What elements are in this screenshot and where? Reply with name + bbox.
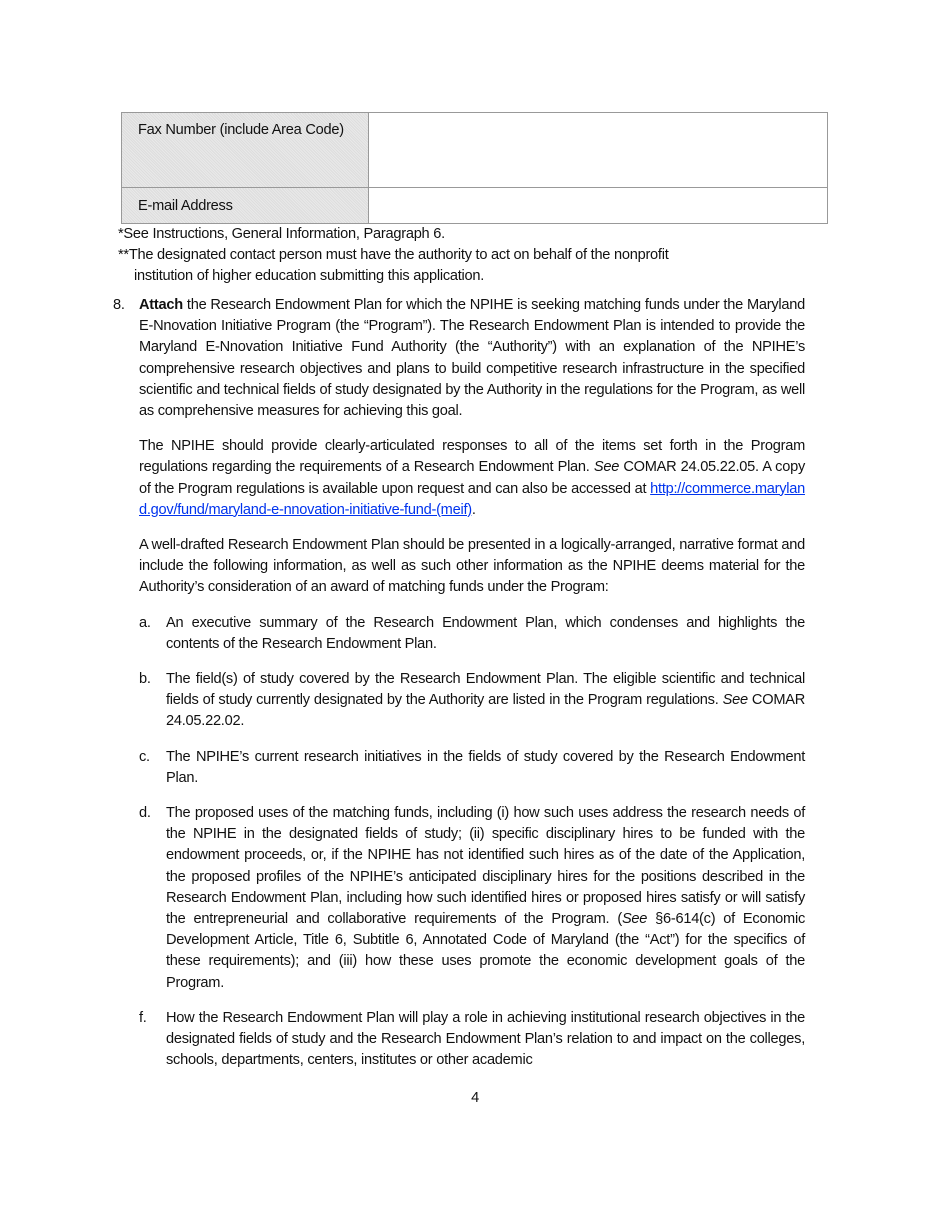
p2-text: The NPIHE should provide clearly-articulated responses to all of the items set forth in the Program regulations regarding the requirements of a Research Endowment Plan. [139,438,805,476]
list-letter: f. [139,1009,147,1026]
attach-bold: Attach [139,297,183,313]
list-text [166,803,805,994]
p1-text: the Research Endowment Plan for which the NPIHE is seeking matching funds under the Maryland E-Nnovation Initiative Program (the “Program”). The Research Endowment Plan is intended to provide the Maryland E-Nnovation Initiative Fund Authority (the “Authority”) with an explanation of the NPIHE’s comprehensive research objectives and plans to build competitive research infrastructure in the specified scientific and technical fields of study designated by the Authority in the regulations for the Program, as well as comprehensive measures for achieving this goal. [139,297,805,420]
list-letter: d. [139,805,151,822]
item-8 [113,295,828,1072]
email-label: E-mail Address [122,188,369,224]
b-text: The field(s) of study covered by the Research Endowment Plan. The eligible scientific and technical fields of study currently designated by the Authority are listed in the Program regulations. [166,671,805,709]
fax-label: Fax Number (include Area Code) [122,113,369,188]
table-row [122,113,828,188]
fax-field[interactable] [369,113,828,188]
list-text: How the Research Endowment Plan will play a role in achieving institutional research objectives in the designated fields of study and the Research Endowment Plan’s relation to and impact on the colleges, schools, departments, centers, institutes or other academic [166,1009,805,1069]
see-italic: See [621,911,648,928]
list-text: The NPIHE’s current research initiatives in the fields of study covered by the Research Endowment Plan. [166,748,805,786]
see-italic: See [593,459,620,476]
p2-text-b: COMAR 24.05.22.05. A copy of the Program regulations is available upon request and can also be accessed at [139,459,806,497]
list-item-f [139,1008,805,1072]
footnote-2-cont: institution of higher education submitting this application. [134,268,485,284]
p2-end: . [471,501,476,518]
item8-paragraph-2 [139,436,805,521]
d-text-2: §6-614(c) of Economic Development Article, Title 6, Subtitle 6, Annotated Code of Maryland (the “Act”) for the specifics of these requirements); and (iii) how these uses promote the economic development goals of the Program. [166,911,805,991]
see-italic: See [722,692,748,709]
page-number: 4 [471,1089,479,1106]
contact-table [121,112,828,224]
table-row [122,188,828,224]
list-text [166,669,805,733]
list-item-b [139,669,805,733]
item8-paragraph-3: A well-drafted Research Endowment Plan should be presented in a logically-arranged, narrative format and include the following information, as well as such other information as the NPIHE deems material for the Authority’s consideration of an award of matching funds under the Program: [139,537,805,596]
list-letter: a. [139,614,151,631]
footnote-1: *See Instructions, General Information, Paragraph 6. [118,226,445,242]
item8-paragraph-1 [139,295,805,422]
list-item-a [139,613,805,655]
list-item-c [139,747,805,789]
d-text: The proposed uses of the matching funds, including (i) how such uses address the research needs of the NPIHE in the designated fields of study; (ii) specific disciplinary hires to be funded with the endowment proceeds, or, if the NPIHE has not identified such hires as of the date of the Application, the proposed profiles of the NPIHE’s anticipated disciplinary hires for the positions described in the Research Endowment Plan, including how such identified hires or proposed hires satisfy or will satisfy the entrepreneurial and collaborative requirements of the Program. ( [166,805,805,928]
b-text-2: COMAR 24.05.22.02. [166,692,805,730]
email-field[interactable] [369,188,828,224]
item-number: 8. [113,297,125,313]
list-item-d [139,803,805,994]
list-letter: b. [139,671,151,688]
footnote-2: **The designated contact person must have the authority to act on behalf of the nonprofit [118,247,669,263]
meif-link[interactable]: http://commerce.maryland.gov/fund/maryland-e-nnovation-initiative-fund-(meif) [139,480,805,518]
list-letter: c. [139,748,150,765]
list-text: An executive summary of the Research Endowment Plan, which condenses and highlights the contents of the Research Endowment Plan. [166,614,805,652]
